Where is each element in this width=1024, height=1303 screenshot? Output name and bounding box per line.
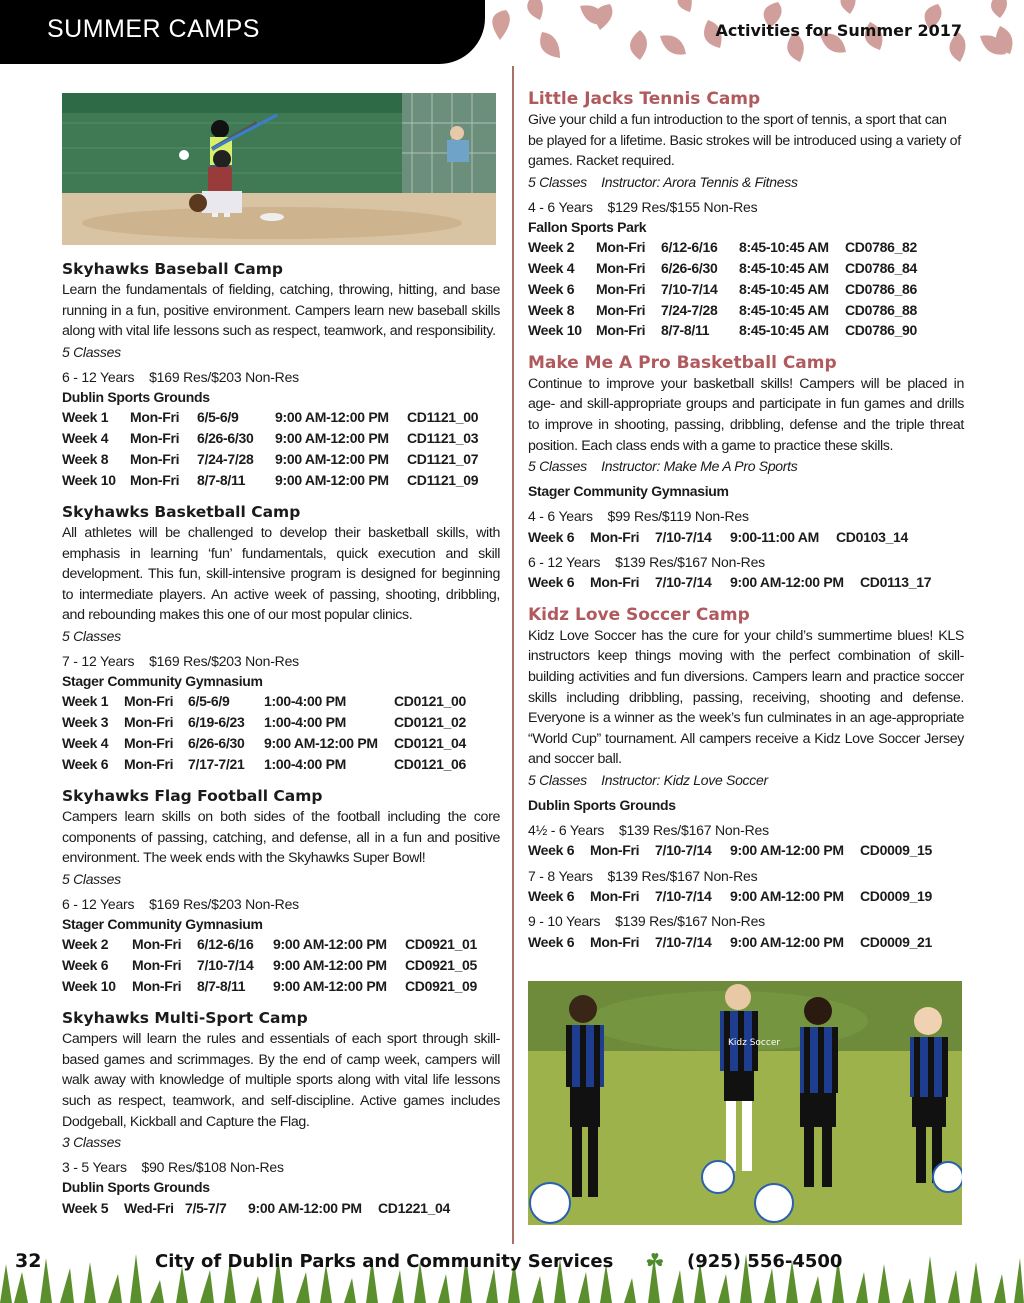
schedule-row xyxy=(528,526,908,547)
schedule-row xyxy=(62,407,478,428)
schedule-row xyxy=(528,258,917,279)
schedule-table xyxy=(528,840,932,861)
week-cell: Week 6 xyxy=(62,957,109,974)
schedule-row xyxy=(528,931,932,952)
code-cell: CD0921_09 xyxy=(405,977,478,994)
left-column xyxy=(62,70,500,1218)
page-footer xyxy=(0,1244,1024,1303)
header-tab xyxy=(0,0,485,64)
jersey-text: Kidz Soccer xyxy=(728,1038,781,1048)
days-cell: Mon-Fri xyxy=(596,280,646,297)
dates-cell: 7/10-7/14 xyxy=(661,280,718,297)
camp-location: Dublin Sports Grounds xyxy=(62,388,210,405)
days-cell: Mon-Fri xyxy=(596,301,646,318)
schedule-row xyxy=(62,733,466,754)
camp-make-me-a-pro-basketball xyxy=(528,353,964,593)
schedule-row xyxy=(62,955,477,976)
week-cell: Week 1 xyxy=(62,693,109,710)
days-cell: Mon-Fri xyxy=(124,714,174,731)
footer-organization: City of Dublin Parks and Community Services xyxy=(155,1251,614,1272)
schedule-row xyxy=(62,934,477,955)
code-cell: CD1121_03 xyxy=(407,429,479,446)
page-header xyxy=(0,0,1024,66)
week-cell: Week 8 xyxy=(62,450,109,467)
camp-title: Little Jacks Tennis Camp xyxy=(528,89,761,109)
week-cell: Week 6 xyxy=(528,842,575,859)
camp-title: Kidz Love Soccer Camp xyxy=(528,604,750,625)
time-cell: 9:00 AM-12:00 PM xyxy=(275,409,389,426)
code-cell: CD0121_06 xyxy=(394,755,467,772)
footer-phone: (925) 556-4500 xyxy=(687,1251,843,1272)
schedule-row xyxy=(62,691,466,712)
camp-skyhawks-multi-sport xyxy=(62,1008,500,1218)
time-cell: 1:00-4:00 PM xyxy=(264,755,346,772)
dates-cell: 6/12-6/16 xyxy=(197,936,254,953)
time-cell: 9:00 AM-12:00 PM xyxy=(248,1199,362,1216)
schedule-row xyxy=(528,572,931,593)
schedule-table xyxy=(528,886,932,907)
week-cell: Week 4 xyxy=(528,259,575,276)
camp-ages-fees: 6 - 12 Years $169 Res/$203 Non-Res xyxy=(62,368,299,385)
camp-classes: 5 Classes xyxy=(62,870,121,887)
days-cell: Mon-Fri xyxy=(132,957,182,974)
time-cell: 9:00 AM-12:00 PM xyxy=(273,936,387,953)
schedule-table xyxy=(62,1197,450,1218)
schedule-row xyxy=(528,886,932,907)
camp-title: Make Me A Pro Basketball Camp xyxy=(528,352,837,373)
code-cell: CD0113_17 xyxy=(860,574,932,591)
camp-description: Give your child a fun introduction to the sport of tennis, a sport that can be played for a lifetime. Basic strokes will be introduced using a variety of games. Racket required. xyxy=(528,112,961,170)
week-cell: Week 6 xyxy=(528,888,575,905)
days-cell: Mon-Fri xyxy=(596,259,646,276)
camp-location: Fallon Sports Park xyxy=(528,218,647,235)
time-cell: 9:00-11:00 AM xyxy=(730,528,819,545)
camp-location: Stager Community Gymnasium xyxy=(62,672,263,689)
camp-classes: 3 Classes xyxy=(62,1134,121,1151)
dates-cell: 6/12-6/16 xyxy=(661,239,718,256)
days-cell: Mon-Fri xyxy=(590,933,640,950)
schedule-row xyxy=(528,320,917,341)
dates-cell: 7/10-7/14 xyxy=(655,842,712,859)
week-cell: Week 6 xyxy=(528,574,575,591)
week-cell: Week 5 xyxy=(62,1199,109,1216)
code-cell: CD0786_86 xyxy=(845,280,918,297)
camp-title: Skyhawks Baseball Camp xyxy=(62,260,283,278)
code-cell: CD0121_04 xyxy=(394,734,467,751)
schedule-row xyxy=(62,712,466,733)
dates-cell: 7/17-7/21 xyxy=(188,755,245,772)
week-cell: Week 4 xyxy=(62,734,109,751)
header-subtitle: Activities for Summer 2017 xyxy=(715,21,962,40)
camp-classes: 5 Classes Instructor: Kidz Love Soccer xyxy=(528,771,768,788)
days-cell: Mon-Fri xyxy=(132,977,182,994)
dates-cell: 7/24-7/28 xyxy=(197,450,254,467)
right-column xyxy=(528,70,964,952)
schedule-row xyxy=(528,278,917,299)
week-cell: Week 6 xyxy=(62,755,109,772)
dates-cell: 7/10-7/14 xyxy=(655,528,712,545)
schedule-table xyxy=(62,691,466,774)
days-cell: Mon-Fri xyxy=(124,734,174,751)
week-cell: Week 4 xyxy=(62,429,109,446)
dates-cell: 7/5-7/7 xyxy=(185,1199,227,1216)
time-cell: 8:45-10:45 AM xyxy=(739,280,829,297)
time-cell: 8:45-10:45 AM xyxy=(739,301,829,318)
section-title: SUMMER CAMPS xyxy=(47,15,260,43)
time-cell: 9:00 AM-12:00 PM xyxy=(275,471,389,488)
schedule-row xyxy=(62,976,477,997)
code-cell: CD0786_90 xyxy=(845,322,918,339)
dates-cell: 6/26-6/30 xyxy=(197,429,254,446)
days-cell: Mon-Fri xyxy=(124,693,174,710)
camp-ages-fees: 6 - 12 Years $169 Res/$203 Non-Res xyxy=(62,895,299,912)
camp-location: Stager Community Gymnasium xyxy=(62,915,263,932)
schedule-table xyxy=(528,572,931,593)
camp-ages-fees: 6 - 12 Years $139 Res/$167 Non-Res xyxy=(528,553,765,570)
camp-description: All athletes will be challenged to develop their basketball skills, with emphasis in learning ‘fun’ fundamentals, quick execution and skill development. This fun, skill-intensive program is designed for beginning to intermediate players. An active week of passing, shooting, dribbling, and rebounding makes this one of our most popular clinics. xyxy=(62,524,500,624)
time-cell: 9:00 AM-12:00 PM xyxy=(730,888,844,905)
week-cell: Week 1 xyxy=(62,409,109,426)
time-cell: 9:00 AM-12:00 PM xyxy=(275,450,389,467)
time-cell: 9:00 AM-12:00 PM xyxy=(730,842,844,859)
time-cell: 1:00-4:00 PM xyxy=(264,693,346,710)
time-cell: 1:00-4:00 PM xyxy=(264,714,346,731)
camp-ages-fees: 4 - 6 Years $129 Res/$155 Non-Res xyxy=(528,198,758,215)
time-cell: 9:00 AM-12:00 PM xyxy=(275,429,389,446)
camp-skyhawks-flag-football xyxy=(62,786,500,996)
dates-cell: 7/10-7/14 xyxy=(655,888,712,905)
schedule-row xyxy=(62,428,478,449)
days-cell: Mon-Fri xyxy=(596,239,646,256)
camp-title: Skyhawks Flag Football Camp xyxy=(62,787,323,806)
camp-location: Dublin Sports Grounds xyxy=(528,796,676,813)
camp-ages-fees: 4 - 6 Years $99 Res/$119 Non-Res xyxy=(528,508,749,525)
dates-cell: 6/5-6/9 xyxy=(188,693,230,710)
camp-classes: 5 Classes Instructor: Arora Tennis & Fitness xyxy=(528,173,798,190)
code-cell: CD1121_00 xyxy=(407,409,479,426)
dates-cell: 7/24-7/28 xyxy=(661,301,718,318)
days-cell: Mon-Fri xyxy=(132,936,182,953)
baseball-photo xyxy=(62,93,496,245)
code-cell: CD0786_88 xyxy=(845,301,918,318)
week-cell: Week 3 xyxy=(62,714,109,731)
time-cell: 9:00 AM-12:00 PM xyxy=(273,977,387,994)
camp-title: Skyhawks Basketball Camp xyxy=(62,502,301,521)
days-cell: Wed-Fri xyxy=(124,1199,174,1216)
code-cell: CD1121_07 xyxy=(407,450,479,467)
week-cell: Week 2 xyxy=(528,239,575,256)
dates-cell: 6/26-6/30 xyxy=(661,259,718,276)
camp-skyhawks-basketball xyxy=(62,502,500,774)
time-cell: 9:00 AM-12:00 PM xyxy=(730,933,844,950)
days-cell: Mon-Fri xyxy=(590,842,640,859)
camp-location: Stager Community Gymnasium xyxy=(528,483,729,500)
dates-cell: 7/10-7/14 xyxy=(655,574,712,591)
days-cell: Mon-Fri xyxy=(130,471,180,488)
schedule-table xyxy=(62,407,478,490)
camp-kidz-love-soccer xyxy=(528,605,964,953)
dates-cell: 8/7-8/11 xyxy=(197,471,246,488)
days-cell: Mon-Fri xyxy=(590,528,640,545)
camp-skyhawks-baseball xyxy=(62,259,500,490)
time-cell: 9:00 AM-12:00 PM xyxy=(264,734,378,751)
shamrock-icon: ☘ xyxy=(645,1250,665,1275)
code-cell: CD0921_05 xyxy=(405,957,478,974)
dates-cell: 7/10-7/14 xyxy=(655,933,712,950)
code-cell: CD0786_84 xyxy=(845,259,918,276)
code-cell: CD0103_14 xyxy=(836,528,909,545)
time-cell: 8:45-10:45 AM xyxy=(739,322,829,339)
code-cell: CD0786_82 xyxy=(845,239,918,256)
dates-cell: 8/7-8/11 xyxy=(661,322,710,339)
days-cell: Mon-Fri xyxy=(130,409,180,426)
camp-classes: 5 Classes Instructor: Make Me A Pro Sports xyxy=(528,458,798,475)
soccer-photo xyxy=(528,981,962,1225)
code-cell: CD1121_09 xyxy=(407,471,479,488)
days-cell: Mon-Fri xyxy=(124,755,174,772)
time-cell: 9:00 AM-12:00 PM xyxy=(273,957,387,974)
code-cell: CD0121_00 xyxy=(394,693,467,710)
camp-title: Skyhawks Multi-Sport Camp xyxy=(62,1009,308,1028)
schedule-table xyxy=(528,237,917,341)
code-cell: CD0009_21 xyxy=(860,933,933,950)
days-cell: Mon-Fri xyxy=(596,322,646,339)
code-cell: CD1221_04 xyxy=(378,1199,451,1216)
schedule-row xyxy=(62,469,478,490)
column-divider xyxy=(512,66,514,1244)
schedule-row xyxy=(528,299,917,320)
days-cell: Mon-Fri xyxy=(590,888,640,905)
camp-ages-fees: 7 - 12 Years $169 Res/$203 Non-Res xyxy=(62,652,299,669)
dates-cell: 6/5-6/9 xyxy=(197,409,239,426)
dates-cell: 8/7-8/11 xyxy=(197,977,246,994)
dates-cell: 6/26-6/30 xyxy=(188,734,245,751)
week-cell: Week 6 xyxy=(528,528,575,545)
time-cell: 9:00 AM-12:00 PM xyxy=(730,574,844,591)
dates-cell: 6/19-6/23 xyxy=(188,714,245,731)
code-cell: CD0009_19 xyxy=(860,888,933,905)
days-cell: Mon-Fri xyxy=(130,450,180,467)
camp-ages-fees: 4½ - 6 Years $139 Res/$167 Non-Res xyxy=(528,821,769,838)
code-cell: CD0921_01 xyxy=(405,936,478,953)
camp-little-jacks-tennis xyxy=(528,89,964,341)
schedule-table xyxy=(528,526,908,547)
camp-description: Learn the fundamentals of fielding, catching, throwing, hitting, and base running in a fun, positive environment. Campers learn new baseball skills along with vital life lessons such as respect, teamwork, and responsibility. xyxy=(62,282,500,340)
schedule-row xyxy=(62,448,478,469)
camp-ages-fees: 9 - 10 Years $139 Res/$167 Non-Res xyxy=(528,913,765,930)
camp-description: Kidz Love Soccer has the cure for your child’s summertime blues! KLS instructors keep things moving with the perfect combination of skill-building activities and fun diversions. Campers learn and practice soccer skills including dribbling, passing, receiving, shooting and defense. Everyone is a winner as the week’s fun culminates in an age-appropriate “World Cup” tournament. All campers receive a Kidz Love Soccer Jersey and soccer ball. xyxy=(528,627,964,768)
camp-ages-fees: 3 - 5 Years $90 Res/$108 Non-Res xyxy=(62,1159,284,1176)
week-cell: Week 8 xyxy=(528,301,575,318)
week-cell: Week 10 xyxy=(528,322,582,339)
week-cell: Week 10 xyxy=(62,471,116,488)
dates-cell: 7/10-7/14 xyxy=(197,957,254,974)
camp-description: Campers will learn the rules and essentials of each sport through skill-based games and scrimmages. By the end of camp week, campers will walk away with knowledge of multiple sports along with vital life lessons such as respect, teamwork, and self-discipline. Active games includes Dodgeball, Kickball and Capture the Flag. xyxy=(62,1031,500,1130)
schedule-table xyxy=(528,931,932,952)
days-cell: Mon-Fri xyxy=(590,574,640,591)
page-number: 32 xyxy=(15,1250,42,1272)
camp-ages-fees: 7 - 8 Years $139 Res/$167 Non-Res xyxy=(528,867,758,884)
schedule-row xyxy=(528,237,917,258)
schedule-row xyxy=(528,840,932,861)
camp-location: Dublin Sports Grounds xyxy=(62,1179,210,1196)
time-cell: 8:45-10:45 AM xyxy=(739,239,829,256)
code-cell: CD0121_02 xyxy=(394,714,467,731)
code-cell: CD0009_15 xyxy=(860,842,933,859)
week-cell: Week 6 xyxy=(528,280,575,297)
schedule-row xyxy=(62,753,466,774)
days-cell: Mon-Fri xyxy=(130,429,180,446)
time-cell: 8:45-10:45 AM xyxy=(739,259,829,276)
week-cell: Week 2 xyxy=(62,936,109,953)
camp-classes: 5 Classes xyxy=(62,343,121,360)
camp-description: Continue to improve your basketball skills! Campers will be placed in age- and skill-appropriate groups and participate in fun games and drills to improve in shooting, passing, dribbling, defense and the triple threat position. Each class ends with a game to practice these skills. xyxy=(528,375,964,454)
schedule-row xyxy=(62,1197,450,1218)
week-cell: Week 10 xyxy=(62,977,116,994)
camp-classes: 5 Classes xyxy=(62,627,121,644)
schedule-table xyxy=(62,934,477,996)
week-cell: Week 6 xyxy=(528,933,575,950)
camp-description: Campers learn skills on both sides of the football including the core components of passing, catching, and defense, all in a fun and positive environment. The week ends with the Skyhawks Super Bowl! xyxy=(62,809,500,867)
